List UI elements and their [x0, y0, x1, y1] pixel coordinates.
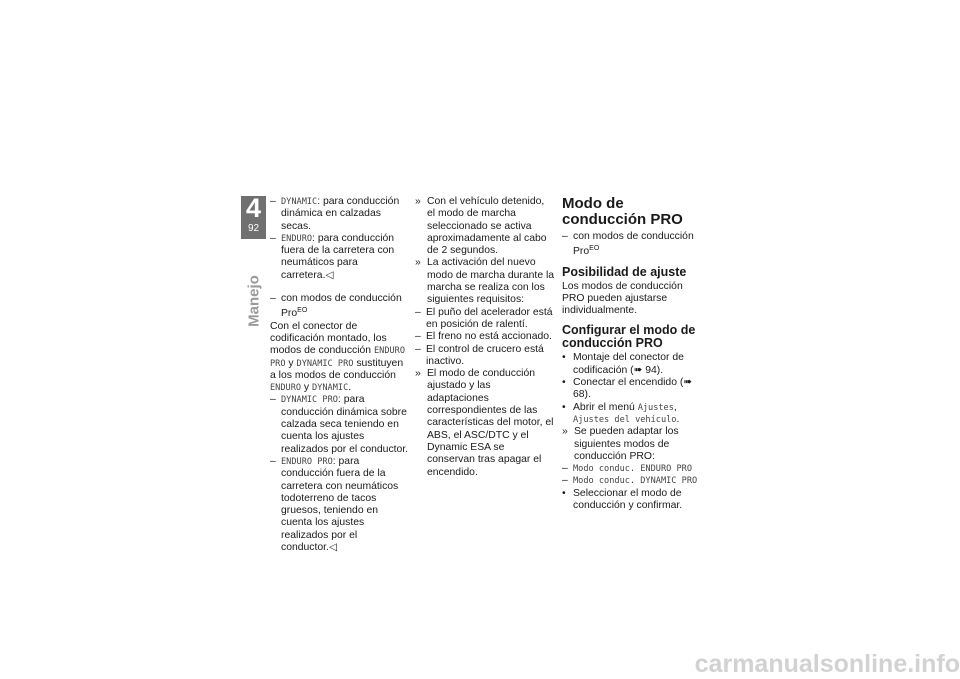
result-marker: »	[415, 257, 421, 269]
item-text: con modos de conducción Pro	[281, 293, 402, 320]
list-item	[270, 233, 410, 282]
dash-marker: –	[562, 231, 568, 242]
list-item	[270, 293, 410, 321]
keyword: DYNAMIC	[281, 197, 318, 207]
item-text: con modos de conducción Pro	[573, 231, 694, 258]
result-marker: »	[562, 426, 568, 438]
list-item	[562, 488, 702, 513]
list-item	[415, 257, 555, 306]
item-text: La activación del nuevo modo de marcha durante la marcha se realiza con los siguientes requisitos:	[427, 257, 555, 306]
keyword: Modo conduc. ENDURO PRO	[573, 464, 692, 475]
dash-marker: –	[270, 232, 276, 244]
item-text: El control de crucero está inactivo.	[426, 343, 544, 367]
item-text: Abrir el menú	[573, 401, 638, 413]
list-item	[562, 426, 702, 463]
keyword: DYNAMIC PRO	[296, 358, 354, 369]
keyword: Ajustes	[637, 402, 674, 413]
item-text: El freno no está accionado.	[426, 331, 552, 343]
result-marker: »	[415, 368, 421, 380]
keyword: Ajustes del vehículo	[573, 414, 677, 425]
text: y	[301, 382, 313, 394]
keyword: ENDURO	[270, 383, 302, 394]
paragraph	[270, 321, 410, 395]
item-text: Montaje del conector de codificación (➠ 94).	[573, 352, 684, 376]
list-item	[415, 368, 555, 479]
section-title: Modo de conducción PRO	[562, 195, 683, 228]
list-item	[562, 352, 702, 377]
paragraph: Los modos de conducción PRO pueden ajustarse individualmente.	[562, 280, 683, 317]
list-item	[562, 475, 702, 487]
item-text: Seleccionar el modo de conducción y confirmar.	[573, 487, 683, 512]
dash-marker: –	[415, 343, 421, 355]
list-item	[562, 231, 702, 259]
list-item	[270, 456, 410, 554]
bullet-marker: •	[562, 377, 566, 389]
list-item	[270, 196, 410, 233]
subsection-title: Configurar el modo de conducción PRO	[562, 323, 696, 351]
item-text: : para conducción dinámica en calzadas secas.	[281, 196, 400, 232]
dash-marker: –	[562, 463, 568, 475]
keyword: DYNAMIC	[312, 383, 349, 394]
list-item	[415, 307, 555, 332]
item-text: : para conducción fuera de la carretera con neumáticos todoterreno de tacos gruesos, teniendo en cuenta los ajustes realizados por el conductor.◁	[281, 455, 399, 554]
keyword: Modo conduc. DYNAMIC PRO	[573, 476, 698, 487]
list-item	[562, 377, 702, 402]
dash-marker: –	[415, 331, 421, 343]
list-item	[415, 344, 555, 369]
column-right	[562, 196, 702, 512]
text: sustituyen a los modos de conducción	[270, 357, 404, 381]
section-side-title	[244, 266, 264, 336]
dash-marker: –	[270, 394, 276, 406]
text: y	[285, 357, 297, 369]
chapter-number: 4	[245, 193, 262, 223]
dash-marker: –	[270, 196, 276, 207]
item-text: El puño del acelerador está en posición de ralentí.	[426, 306, 553, 330]
text: Con el conector de codificación montado, los modos de conducción	[270, 320, 387, 357]
dash-marker: –	[415, 306, 421, 318]
column-middle	[415, 196, 555, 479]
text: .	[676, 413, 680, 425]
bullet-marker: •	[562, 401, 566, 413]
item-text: Conectar el encendido (➠ 68).	[573, 377, 693, 401]
list-item	[562, 463, 702, 475]
keyword: ENDURO PRO	[270, 346, 406, 369]
keyword: ENDURO	[281, 233, 313, 244]
item-text: El modo de conducción ajustado y las adaptaciones correspondientes de las características del motor, el ABS, el ASC/DTC y el Dynamic ESA se conservan tras apagar el encendido.	[427, 368, 554, 478]
page-number: 92	[247, 223, 260, 234]
subsection-title: Posibilidad de ajuste	[562, 264, 687, 279]
dash-marker: –	[270, 293, 276, 305]
chapter-tab	[241, 193, 266, 239]
dash-marker: –	[562, 475, 568, 487]
item-text: Se pueden adaptar los siguientes modos de conducción PRO:	[574, 426, 679, 462]
superscript: EO	[589, 245, 600, 253]
watermark: carmanualsonline.info	[694, 650, 960, 678]
item-text: : para conducción fuera de la carretera con neumáticos para carretera.◁	[281, 232, 395, 281]
text: ,	[673, 401, 677, 413]
bullet-marker: •	[562, 352, 566, 364]
list-item	[562, 402, 702, 427]
text: .	[348, 382, 352, 394]
item-text: Con el vehículo detenido, el modo de marcha seleccionado se activa aproximadamente al cabo de 2 segundos.	[427, 196, 547, 257]
list-item	[415, 196, 555, 257]
keyword: DYNAMIC PRO	[281, 395, 338, 406]
dash-marker: –	[270, 455, 276, 467]
list-item	[415, 331, 555, 343]
keyword: ENDURO PRO	[281, 456, 333, 467]
column-left	[270, 196, 410, 554]
side-title-text: Manejo	[245, 275, 263, 327]
superscript: EO	[297, 307, 308, 315]
bullet-marker: •	[562, 487, 566, 499]
list-item	[270, 394, 410, 455]
result-marker: »	[415, 196, 421, 207]
item-text: : para conducción dinámica sobre calzada seca teniendo en cuenta los ajustes realizados por el conductor.	[281, 394, 409, 455]
